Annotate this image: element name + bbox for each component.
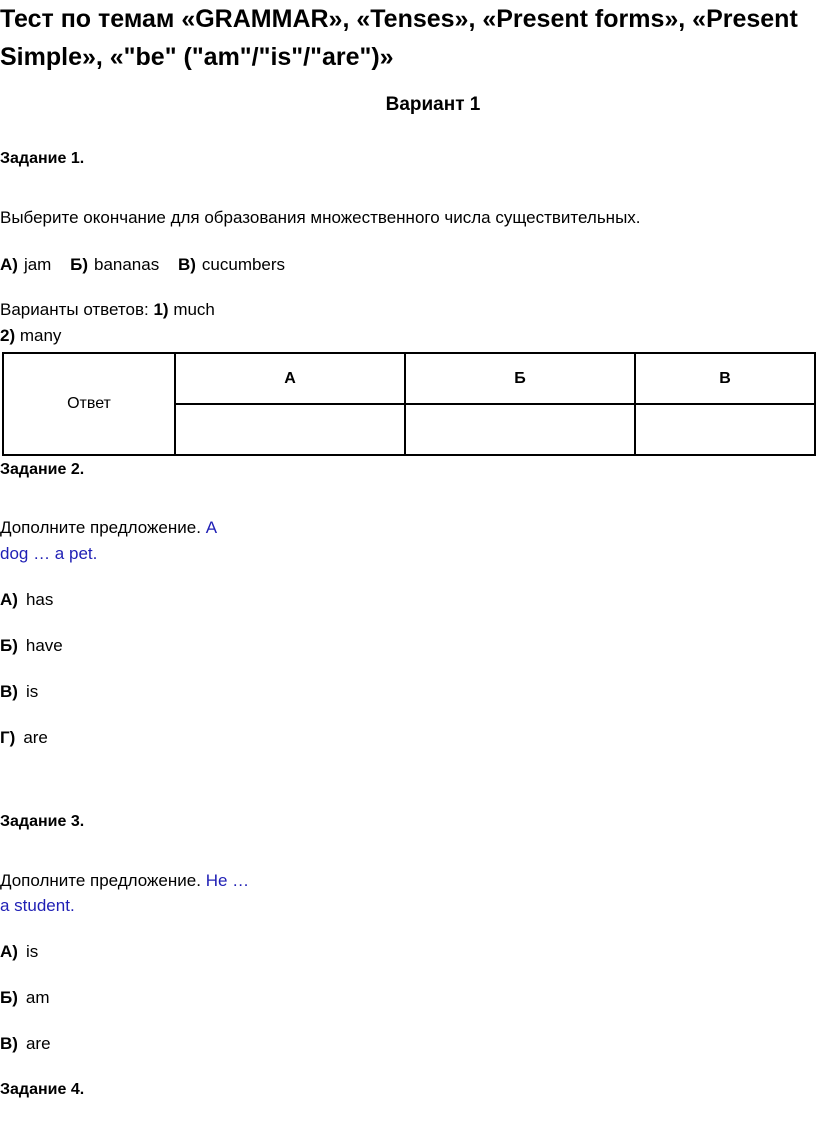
task1-instruction: Выберите окончание для образования множественного числа существительных. [0,208,641,227]
answer-column-header: Б [405,353,635,404]
document-title-line-1: Тест по темам «GRAMMAR», «Tenses», «Present forms», «Present [0,5,798,33]
task2-heading: Задание 2. [0,461,85,478]
task1-item: А) jam [0,255,52,274]
task2-instruction: Дополните предложение. [0,518,201,537]
task3-option: А) is [0,942,39,961]
task4-heading: Задание 4. [0,1081,85,1098]
answer-text: much [173,300,215,319]
task3-option: В) are [0,1034,51,1053]
answer-cell-v[interactable] [635,404,815,455]
variant-heading: Вариант 1 [385,94,481,115]
task3-sentence-end: a student. [0,896,75,915]
answer-number: 1) [153,300,169,319]
answer-cell-b[interactable] [405,404,635,455]
task1-answers-line-1 [0,300,215,320]
answer-column-header: В [635,353,815,404]
task2-sentence-start: A [205,518,218,537]
answer-table-header-row [3,353,815,404]
answer-number: 2) [0,326,16,345]
task2-instruction-line [0,518,217,538]
task3-instruction: Дополните предложение. [0,871,201,890]
task3-option: Б) am [0,988,50,1007]
task2-sentence-end: dog … a pet. [0,544,98,563]
task1-item: Б) bananas [70,255,160,274]
task2-option: А) has [0,590,54,609]
answer-table [2,352,816,456]
answer-row-label: Ответ [3,353,175,455]
task1-answers-line-2 [0,326,61,346]
answers-label: Варианты ответов: [0,300,149,319]
task2-option: Б) have [0,636,63,655]
task3-sentence-start: He … [205,871,250,890]
answer-text: many [19,326,62,345]
document-title-line-2: Simple», «"be" ("am"/"is"/"are")» [0,43,394,71]
task2-option: В) is [0,682,39,701]
task3-instruction-line [0,871,249,891]
task2-option: Г) are [0,728,48,747]
answer-cell-a[interactable] [175,404,405,455]
task1-heading: Задание 1. [0,150,85,167]
task1-item: В) cucumbers [177,255,286,274]
task3-heading: Задание 3. [0,813,85,830]
task1-items [0,255,299,275]
answer-column-header: А [175,353,405,404]
